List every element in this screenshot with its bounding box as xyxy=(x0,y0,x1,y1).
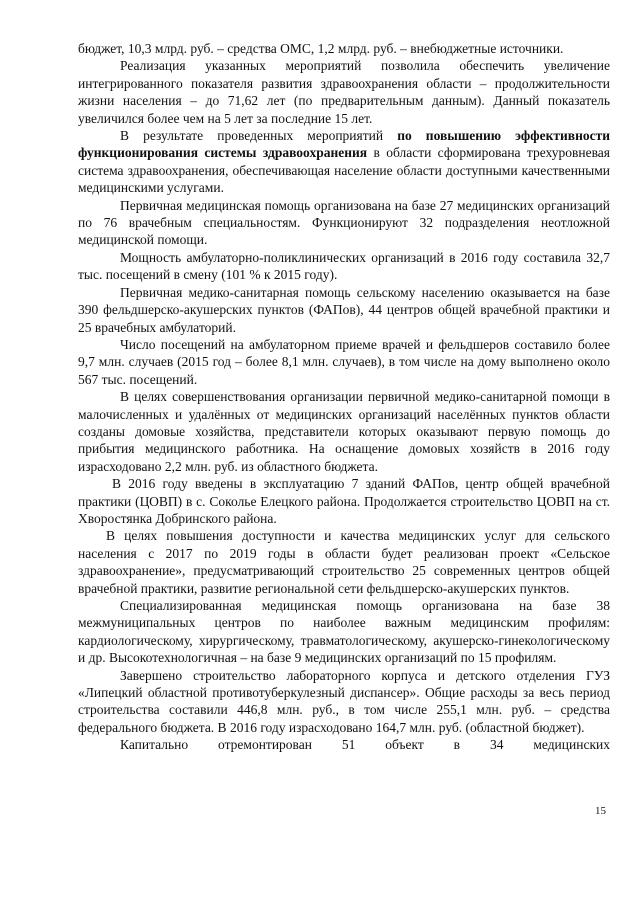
paragraph-efficiency xyxy=(78,127,610,197)
paragraph-efficiency-end: в области сформирована трехуровневая система здравоохранения, обеспечивающая население области доступными качественными медицинскими услугами. xyxy=(78,145,611,196)
paragraph-primary-care: Первичная медицинская помощь организована на базе 27 медицинских организаций по 76 врачебным специальностям. Функционируют 32 подразделения неотложной медицинской помощи. xyxy=(78,197,610,248)
page-number: 15 xyxy=(595,805,606,817)
document-body xyxy=(78,40,610,754)
paragraph-rural-care: Первичная медико-санитарная помощь сельскому населению оказывается на базе 390 фельдшерско-акушерских пунктов (ФАПов), 44 центров общей врачебной практики и 25 врачебных амбулаторий. xyxy=(78,284,610,335)
paragraph-life-expectancy: Реализация указанных мероприятий позволила обеспечить увеличение интегрированного показателя развития здравоохранения области – продолжительности жизни населения – до 71,62 лет (по предварительным данным). Данный показатель увеличился более чем на 5 лет за последние 15 лет. xyxy=(78,58,610,126)
paragraph-construction: Завершено строительство лабораторного корпуса и детского отделения ГУЗ «Липецкий областной противотуберкулезный диспансер». Общие расходы за весь период строительства составили 446,8 млн. руб., в том числе 255,1 млн. руб. – средства федерального бюджета. В 2016 году израсходовано 164,7 млн. руб. (областной бюджет). xyxy=(78,667,610,735)
paragraph-specialized-care: Специализированная медицинская помощь организована на базе 38 межмуниципальных центров по наиболее важным медицинским профилям: кардиологическому, хирургическому, травматологическому, акушерско-гинекологическому и др. Высокотехнологичная – на базе 9 медицинских организаций по 15 профилям. xyxy=(78,598,610,666)
paragraph-capacity: Мощность амбулаторно-поликлинических организаций в 2016 году составила 32,7 тыс. посещений в смену (101 % к 2015 году). xyxy=(78,249,610,283)
paragraph-budget-sources: бюджет, 10,3 млрд. руб. – средства ОМС, 1,2 млрд. руб. – внебюджетные источники. xyxy=(78,41,564,56)
paragraph-fap-buildings: В 2016 году введены в эксплуатацию 7 зданий ФАПов, центр общей врачебной практики (ЦОВП) в с. Соколье Елецкого района. Продолжается строительство ЦОВП на ст. Хворостянка Добринского района. xyxy=(78,476,610,526)
paragraph-repairs: Капитально отремонтирован 51 объект в 34 медицинских xyxy=(120,737,610,753)
paragraph-households: В целях совершенствования организации первичной медико-санитарной помощи в малочисленных и удалённых от медицинских организаций населённых пунктов области созданы домовые хозяйства, представители которых оказывают первую помощь до прибытия медицинского работника. На оснащение домовых хозяйств в 2016 году израсходовано 2,2 млн. руб. из областного бюджета. xyxy=(78,389,610,474)
paragraph-efficiency-bold: по повышению эффективности функционирования системы здравоохранения xyxy=(78,128,610,161)
paragraph-rural-project: В целях повышения доступности и качества медицинских услуг для сельского населения с 2017 по 2019 годы в области будет реализован проект «Сельское здравоохранение», предусматривающий строительство 25 современных центров общей врачебной практики, развитие региональной сети фельдшерско-акушерских пунктов. xyxy=(78,528,610,596)
paragraph-efficiency-start: В результате проведенных мероприятий xyxy=(120,128,398,144)
paragraph-visits: Число посещений на амбулаторном приеме врачей и фельдшеров составило более 9,7 млн. случаев (2015 год – более 8,1 млн. случаев), в том числе на дому выполнено около 567 тыс. посещений. xyxy=(78,336,610,387)
